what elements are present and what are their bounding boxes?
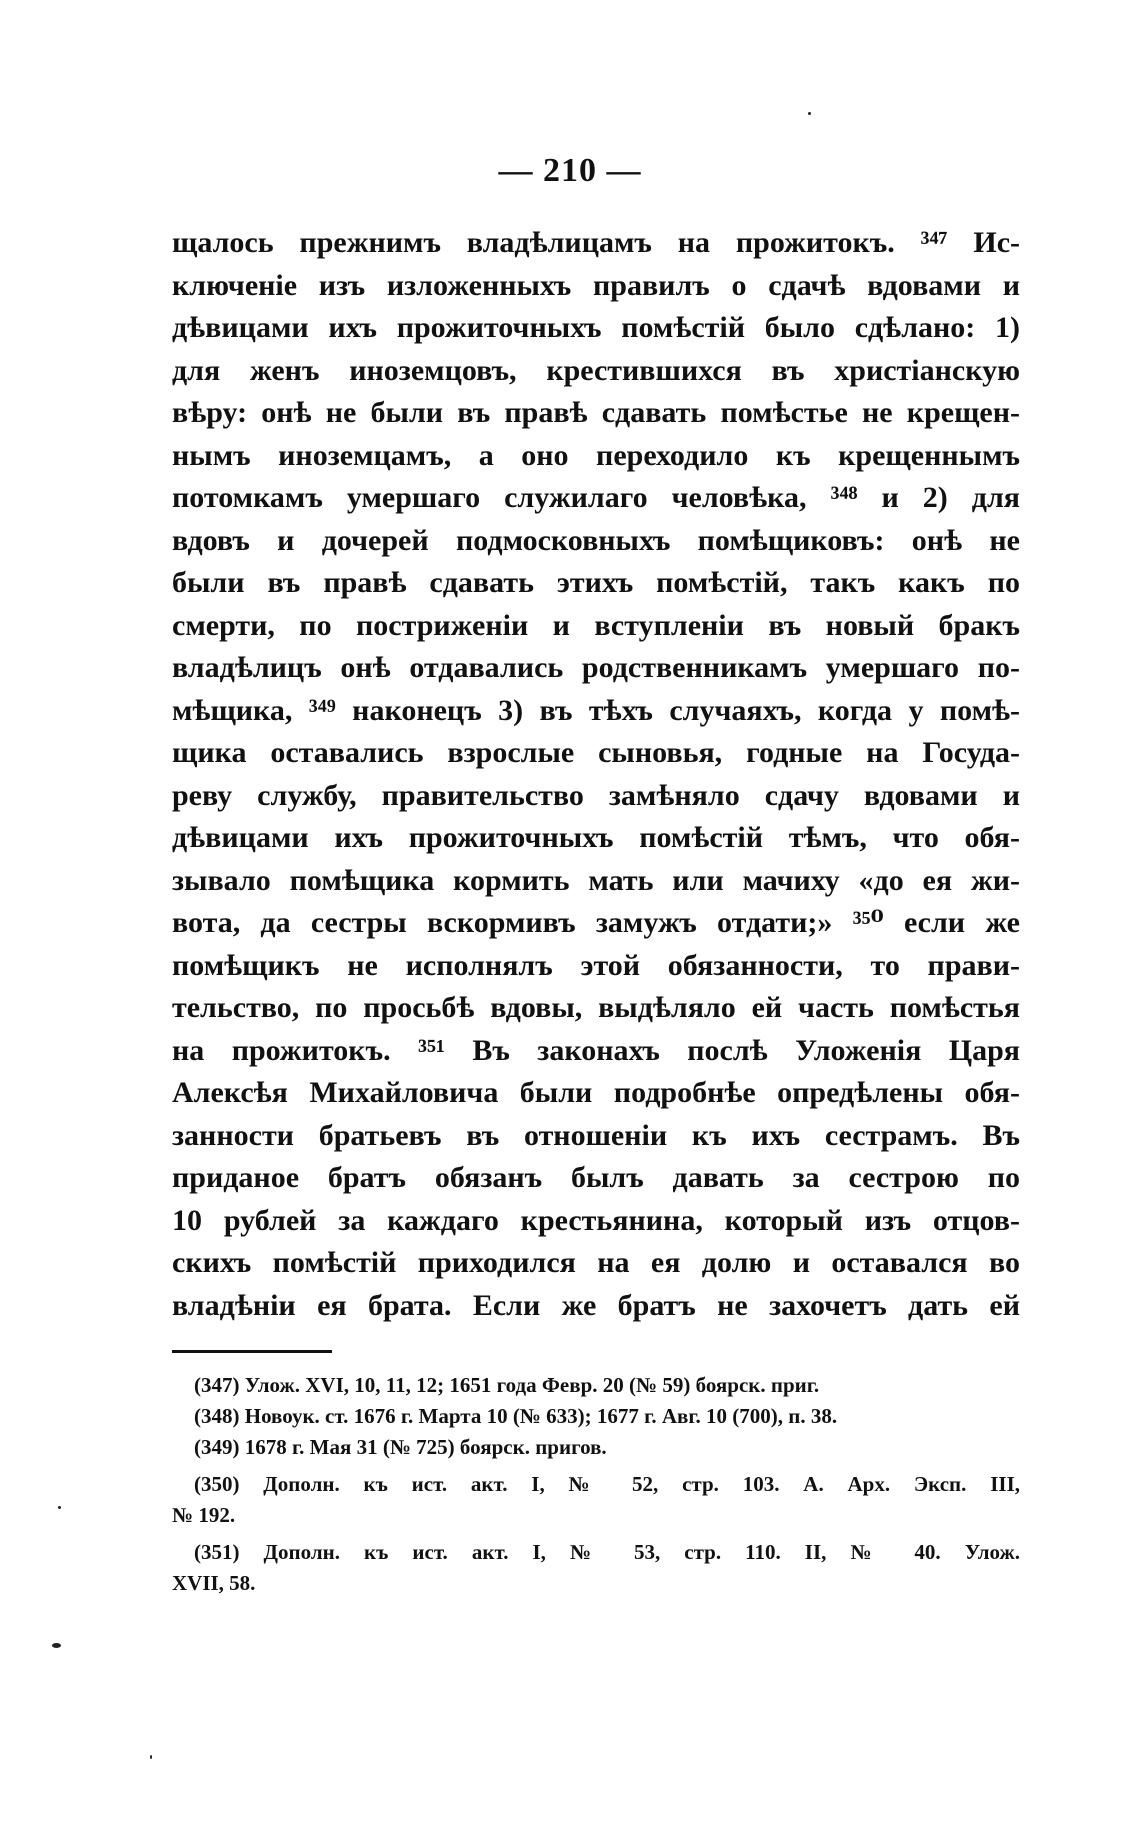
text-line: смерти, по постриженiи и вступленiи въ новый бракъ — [172, 608, 1020, 642]
text-line: на прожитокъ. ³⁵¹ Въ законахъ послѣ Уложенiя Царя — [172, 1033, 1020, 1067]
footnotes — [172, 1370, 1020, 1599]
text-line: щика оставались взрослые сыновья, годные на Госуда- — [172, 736, 1020, 769]
text-line: помѣщикъ не исполнялъ этой обязанности, то прави- — [172, 948, 1020, 982]
footnote-separator — [172, 1350, 332, 1353]
text-line: занности братьевъ въ отношенiи къ ихъ сестрамъ. Въ — [172, 1118, 1020, 1152]
body-text — [172, 222, 1020, 1327]
text-line: мѣщика, ³⁴⁹ наконецъ 3) въ тѣхъ случаяхъ, когда у помѣ- — [172, 693, 1020, 727]
footnote-349: (349) 1678 г. Мая 31 (№ 725) боярск. пригов. — [194, 1435, 607, 1459]
text-line: приданое братъ обязанъ былъ давать за сестрою по — [172, 1161, 1020, 1194]
footnote-351: (351) Дополн. къ ист. акт. I, № 53, стр. 110. II, № 40. Улож. — [194, 1540, 1020, 1564]
text-line: Алексѣя Михайловича были подробнѣе опредѣлены обя- — [172, 1076, 1020, 1109]
footnote-351-continued: XVII, 58. — [172, 1571, 256, 1595]
text-line: дѣвицами ихъ прожиточныхъ помѣстiй тѣмъ, что обя- — [172, 821, 1020, 854]
text-line: вота, да сестры вскормивъ замужъ отдати;» ³⁵⁰ если же — [172, 906, 1020, 939]
text-line: вдовъ и дочерей подмосковныхъ помѣщиковъ: онѣ не — [172, 523, 1020, 557]
text-line: реву службу, правительство замѣняло сдачу вдовами и — [172, 778, 1020, 812]
text-line: скихъ помѣстiй приходился на ея долю и оставался во — [172, 1246, 1020, 1279]
text-line: потомкамъ умершаго служилаго человѣка, ³⁴⁸ и 2) для — [172, 481, 1020, 514]
text-line: зывало помѣщика кормить мать или мачиху «до ея жи- — [172, 863, 1020, 897]
text-line: для женъ иноземцовъ, крестившихся въ христiанскую — [172, 353, 1020, 387]
text-line: нымъ иноземцамъ, а оно переходило къ крещеннымъ — [172, 438, 1020, 472]
text-line: тельство, по просьбѣ вдовы, выдѣляло ей часть помѣстья — [172, 991, 1020, 1024]
text-line: дѣвицами ихъ прожиточныхъ помѣстiй было сдѣлано: 1) — [172, 311, 1020, 344]
text-line: щалось прежнимъ владѣлицамъ на прожитокъ. ³⁴⁷ Ис- — [172, 226, 1020, 259]
footnote-348: (348) Новоук. ст. 1676 г. Марта 10 (№ 633); 1677 г. Авг. 10 (700), п. 38. — [194, 1404, 838, 1428]
page-number: — 210 — — [498, 152, 642, 189]
text-line: были въ правѣ сдавать этихъ помѣстiй, такъ какъ по — [172, 566, 1020, 599]
text-line: 10 рублей за каждаго крестьянина, который изъ отцов- — [172, 1203, 1020, 1237]
footnote-350: (350) Дополн. къ ист. акт. I, № 52, стр. 103. А. Арх. Эксп. III, — [194, 1472, 1020, 1496]
text-line: ключенiе изъ изложенныхъ правилъ о сдачѣ вдовами и — [172, 268, 1020, 302]
footnote-350-continued: № 192. — [172, 1503, 236, 1527]
text-line: владѣлицъ онѣ отдавались родственникамъ умершаго по- — [172, 651, 1020, 684]
text-line: вѣру: онѣ не были въ правѣ сдавать помѣстье не крещен- — [172, 396, 1020, 429]
text-line: владѣнiи ея брата. Если же братъ не захочетъ дать ей — [172, 1288, 1020, 1322]
footnote-347: (347) Улож. XVI, 10, 11, 12; 1651 года Февр. 20 (№ 59) боярск. приг. — [194, 1373, 820, 1397]
